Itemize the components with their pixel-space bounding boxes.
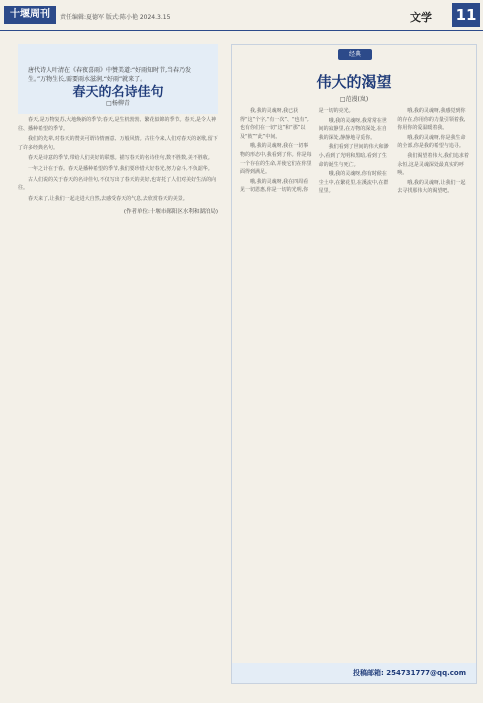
- paragraph: 哦,我的灵魂呀,你有时候在尘土中,在繁花里,在溪流中,在群星里。: [318, 171, 389, 195]
- submission-email[interactable]: 投稿邮箱: 254731777@qq.com: [352, 669, 466, 677]
- paragraph: 我,我的灵魂呀,我已获得“这”个字,“有一次”、“也有”,也有你们在一切“这”和“那”以及“彼”“此”中间。: [240, 108, 309, 140]
- paragraph: 我们渴望着伟大,我们追求着永恒,这是灵魂深处最真实的呼唤。: [397, 152, 469, 177]
- paragraph: 我们的先辈,对春天的赞美可谓诗情画意、万般风情。古往今来,人们对春天的讴歌,留下了许多经典名句。: [18, 136, 218, 151]
- category-tag: 经典: [338, 49, 372, 60]
- paragraph: 哦,我的灵魂呀,让我们一起去寻找那伟大的渴望吧。: [397, 179, 466, 195]
- author-note: (作者单位:十堰市郧阳区水利和湖泊局): [123, 209, 218, 216]
- paragraph: 哦,我的灵魂呀,你是我生命的全部,你是我的希望与追寻。: [397, 134, 466, 150]
- paragraph: 春天来了,让我们一起走进大自然,去感受春天的气息,去欣赏春天的美景。: [28, 195, 188, 202]
- section-name: 文学: [410, 11, 432, 24]
- paragraph: 哦,我的灵魂呀,我感觉到你的存在,你用你的力量引领着我,你用你的爱温暖着我。: [397, 108, 466, 132]
- paragraph: 哦,我的灵魂呀,我在一切事物的形态中,我看到了你。你是每一个存在的生命,并使它们在你里面得到满足。: [240, 143, 312, 176]
- submission-bar: [232, 663, 476, 683]
- intro-text: 唐代诗人叶清在《春夜喜雨》中赞美道:“好雨知时节,当春乃发生。”万物生长,需要雨水滋润,“好雨”就来了。: [28, 67, 192, 83]
- paragraph: 一年之计在于春。春天是播种希望的季节,我们要珍惜大好春光,努力奋斗,不负韶华。: [28, 165, 213, 172]
- editor-meta: 责任编辑:夏德军 版式:陈小艳 2024.3.15: [60, 14, 171, 21]
- article-body: [240, 107, 470, 657]
- article-title: 伟大的渴望: [316, 73, 392, 91]
- page-number: 11: [452, 3, 480, 27]
- paragraph: 我们看到了世间的伟大和渺小,看到了光明和黑暗,看到了生命的诞生与死亡。: [318, 144, 389, 168]
- left-article: [18, 44, 218, 684]
- article-title: 春天的名诗佳句: [72, 85, 164, 100]
- page-header: [0, 0, 483, 34]
- paragraph: 古人们说的关于春天的名诗佳句,不仅写出了春天的美好,也寄托了人们对美好生活的向往。: [18, 176, 217, 192]
- masthead-logo: 十堰周刊: [4, 6, 56, 24]
- paragraph: 春天,是万物复苏,大地焕新的季节;春天,是生机勃勃、繁花似锦的季节。春天,是令人神往、播种希望的季节。: [18, 117, 217, 132]
- header-rule: [0, 30, 483, 31]
- right-article: [231, 44, 477, 684]
- paragraph: 哦,我的灵魂呀,我在四周看见一切恩惠,你是一切的光明,你是一切的亮光。: [240, 108, 354, 194]
- article-author: □范漫(岚): [339, 96, 369, 103]
- article-author: □杨柳青: [106, 100, 130, 107]
- paragraph: 春天是诗意的季节,带给人们美好的联想。描写春天的名诗佳句,数不胜数,美不胜收。: [28, 155, 213, 162]
- paragraph: 哦,我的灵魂呀,我常常在世间的寂静里,在万物的深处,在自我的深处,静静地寻觅你。: [318, 117, 387, 141]
- article-intro-box: [18, 44, 218, 114]
